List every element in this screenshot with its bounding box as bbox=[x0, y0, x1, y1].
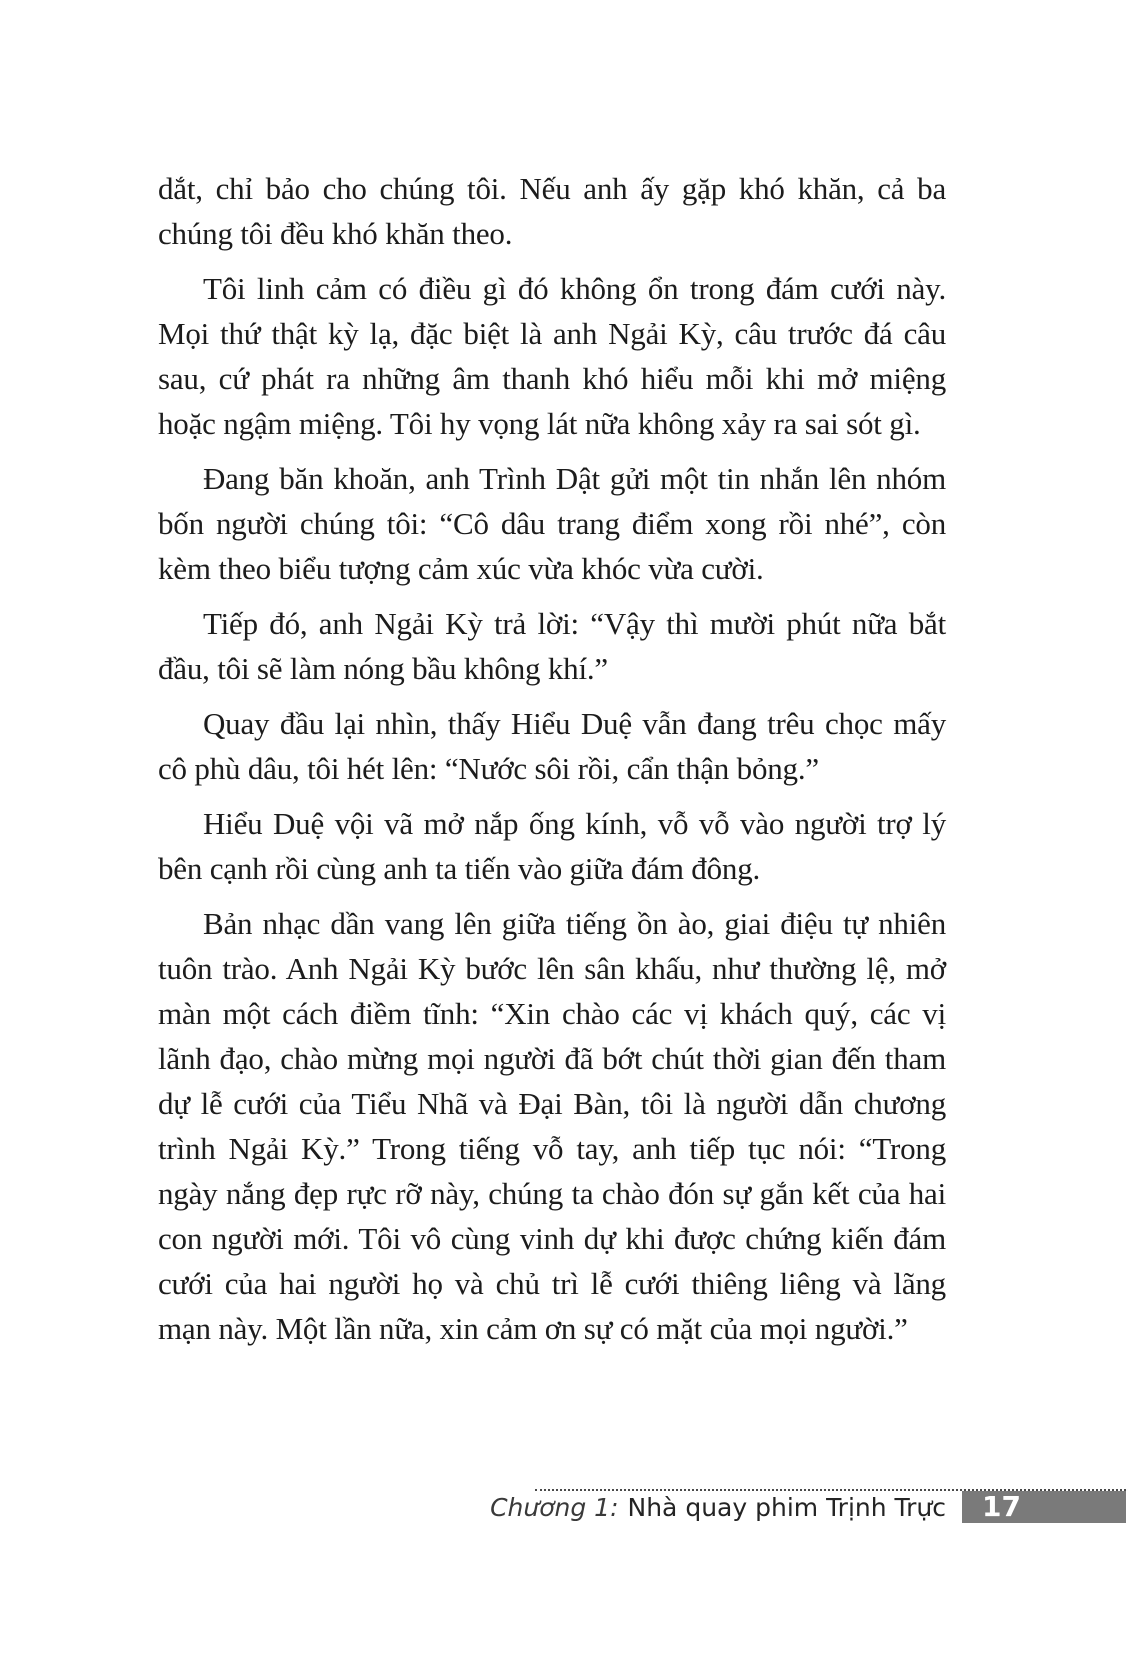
paragraph: Quay đầu lại nhìn, thấy Hiểu Duệ vẫn đang trêu chọc mấy cô phù dâu, tôi hét lên: “Nước sôi rồi, cẩn thận bỏng.” bbox=[158, 706, 946, 786]
paragraph: Đang băn khoăn, anh Trình Dật gửi một tin nhắn lên nhóm bốn người chúng tôi: “Cô dâu trang điểm xong rồi nhé”, còn kèm theo biểu tượng cảm xúc vừa khóc vừa cười. bbox=[158, 461, 946, 586]
paragraph: Tiếp đó, anh Ngải Kỳ trả lời: “Vậy thì mười phút nữa bắt đầu, tôi sẽ làm nóng bầu không khí.” bbox=[158, 606, 946, 686]
chapter-label: Chương 1: bbox=[490, 1493, 619, 1522]
chapter-title: Nhà quay phim Trịnh Trực bbox=[627, 1493, 946, 1522]
page-number-badge bbox=[962, 1491, 1126, 1523]
running-footer bbox=[490, 1492, 946, 1523]
page-number: 17 bbox=[982, 1490, 1021, 1523]
page-body bbox=[158, 166, 946, 1361]
paragraph: Tôi linh cảm có điều gì đó không ổn trong đám cưới này. Mọi thứ thật kỳ lạ, đặc biệt là anh Ngải Kỳ, câu trước đá câu sau, cứ phát ra những âm thanh khó hiểu mỗi khi mở miệng hoặc ngậm miệng. Tôi hy vọng lát nữa không xảy ra sai sót gì. bbox=[158, 271, 946, 441]
paragraph: Hiểu Duệ vội vã mở nắp ống kính, vỗ vỗ vào người trợ lý bên cạnh rồi cùng anh ta tiến vào giữa đám đông. bbox=[158, 806, 946, 886]
paragraph: Bản nhạc dần vang lên giữa tiếng ồn ào, giai điệu tự nhiên tuôn trào. Anh Ngải Kỳ bước lên sân khấu, như thường lệ, mở màn một cách điềm tĩnh: “Xin chào các vị khách quý, các vị lãnh đạo, chào mừng mọi người đã bớt chút thời gian đến tham dự lễ cưới của Tiểu Nhã và Đại Bàn, tôi là người dẫn chương trình Ngải Kỳ.” Trong tiếng vỗ tay, anh tiếp tục nói: “Trong ngày nắng đẹp rực rỡ này, chúng ta chào đón sự gắn kết của hai con người mới. Tôi vô cùng vinh dự khi được chứng kiến đám cưới của hai người họ và chủ trì lễ cưới thiêng liêng và lãng mạn này. Một lần nữa, xin cảm ơn sự có mặt của mọi người.” bbox=[158, 906, 946, 1346]
paragraph: dắt, chỉ bảo cho chúng tôi. Nếu anh ấy gặp khó khăn, cả ba chúng tôi đều khó khăn theo. bbox=[158, 171, 946, 251]
